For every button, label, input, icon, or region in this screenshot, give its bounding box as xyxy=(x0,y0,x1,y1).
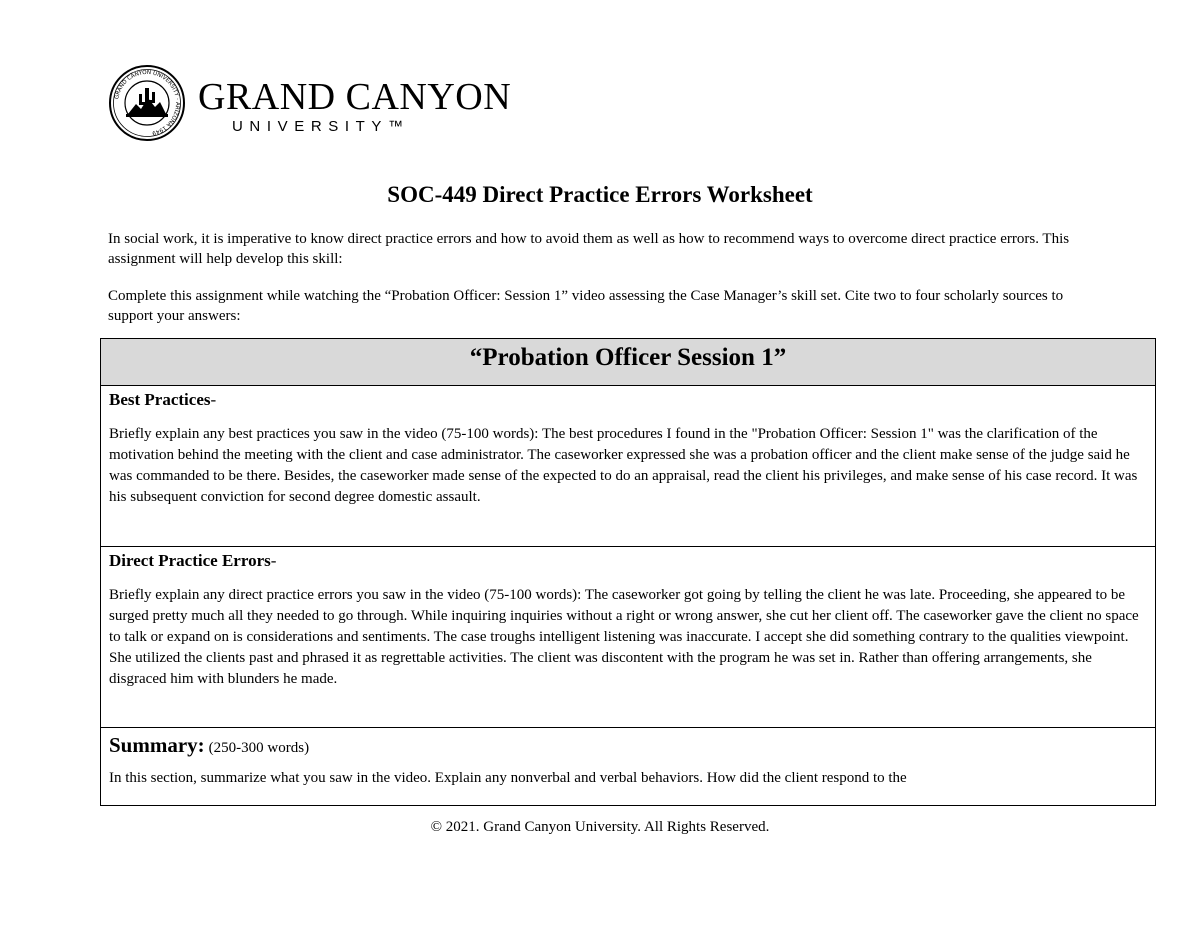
gcu-logo xyxy=(108,64,512,144)
direct-practice-errors-text: Briefly explain any direct practice errors you saw in the video (75-100 words): The caseworker got going by telling the client he was late. Proceeding, she appeared to be surged pretty much all they needed to go through. While inquiring inquiries without a right or wrong answer, she cut her client off. The caseworker gave the client no space to talk or expand on is considerations and sentiments. The case troughs intelligent listening was inaccurate. I accept she did something contrary to the qualities viewpoint. She utilized the clients past and phrased it as regrettable activities. The client was discontent with the program he was set in. Rather than offering arrangements, she disgraced him with blunders he made. xyxy=(109,587,1139,687)
summary-heading: Summary: (250-300 words) xyxy=(109,733,310,757)
logo-wordmark: GRAND CANYON xyxy=(198,76,512,118)
summary-section xyxy=(101,728,1155,805)
instructions-paragraph: Complete this assignment while watching the “Probation Officer: Session 1” video assessing the Case Manager’s skill set. Cite two to four scholarly sources to support your answers: xyxy=(108,288,1064,324)
best-practices-text: Briefly explain any best practices you saw in the video (75-100 words): The best procedures I found in the "Probation Officer: Session 1" was the clarification of the motivation behind the meeting with the client and case administrator. The caseworker expressed she was a probation officer and the client make sense of the judge said he was commanded to be there. Besides, the caseworker made sense of the expected to do an appraisal, read the client his privileges, and make sense of his case record. It was his subsequent conviction for second degree domestic assault. xyxy=(109,426,1138,505)
copyright-footer: © 2021. Grand Canyon University. All Rights Reserved. xyxy=(430,819,770,835)
intro-paragraph: In social work, it is imperative to know direct practice errors and how to avoid them as well as how to recommend ways to overcome direct practice errors. This assignment will help develop this skill: xyxy=(108,231,1070,267)
seal-text: GRAND CANYON UNIVERSITY · ARIZONA 1949 xyxy=(114,69,181,136)
direct-practice-errors-section xyxy=(101,547,1155,728)
university-seal-icon xyxy=(108,64,186,142)
best-practices-heading: Best Practices- xyxy=(109,390,217,409)
table-header: “Probation Officer Session 1” xyxy=(101,339,1155,386)
worksheet-title: SOC-449 Direct Practice Errors Worksheet xyxy=(387,182,813,207)
logo-subtitle: UNIVERSITY™ xyxy=(232,118,410,135)
best-practices-section xyxy=(101,386,1155,547)
summary-text: In this section, summarize what you saw in the video. Explain any nonverbal and verbal behaviors. How did the client respond to the xyxy=(109,770,907,786)
worksheet-table xyxy=(100,338,1156,806)
direct-practice-errors-heading: Direct Practice Errors- xyxy=(109,551,277,570)
